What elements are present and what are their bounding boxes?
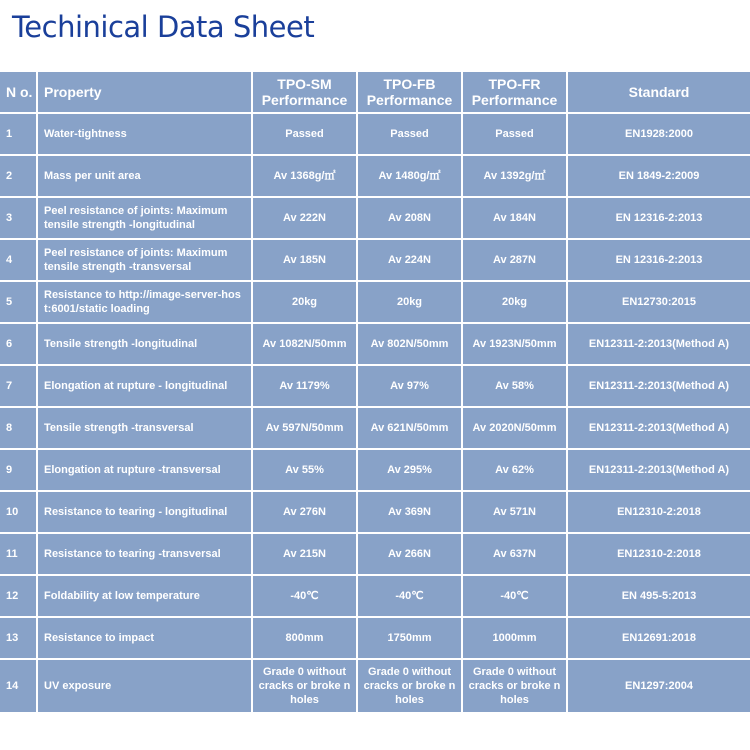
cell-standard: EN12691:2018 bbox=[568, 618, 750, 658]
cell-standard: EN 495-5:2013 bbox=[568, 576, 750, 616]
cell-no: 6 bbox=[0, 324, 36, 364]
cell-tpo-fb: 1750mm bbox=[358, 618, 461, 658]
cell-no: 13 bbox=[0, 618, 36, 658]
cell-no: 11 bbox=[0, 534, 36, 574]
cell-tpo-sm: Av 1082N/50mm bbox=[253, 324, 356, 364]
cell-tpo-fr: Grade 0 without cracks or broke n holes bbox=[463, 660, 566, 712]
technical-data-table bbox=[0, 70, 750, 714]
cell-tpo-sm: 20kg bbox=[253, 282, 356, 322]
cell-tpo-fr: Av 1923N/50mm bbox=[463, 324, 566, 364]
cell-tpo-fb: Av 295% bbox=[358, 450, 461, 490]
cell-tpo-fr: Av 287N bbox=[463, 240, 566, 280]
cell-tpo-fr: Av 571N bbox=[463, 492, 566, 532]
cell-no: 2 bbox=[0, 156, 36, 196]
cell-tpo-fr: -40℃ bbox=[463, 576, 566, 616]
cell-no: 1 bbox=[0, 114, 36, 154]
cell-property: Resistance to tearing - longitudinal bbox=[38, 492, 251, 532]
cell-no: 4 bbox=[0, 240, 36, 280]
table-row bbox=[0, 156, 750, 196]
cell-tpo-fb: Av 621N/50mm bbox=[358, 408, 461, 448]
cell-standard: EN12311-2:2013(Method A) bbox=[568, 408, 750, 448]
cell-no: 3 bbox=[0, 198, 36, 238]
cell-tpo-sm: Passed bbox=[253, 114, 356, 154]
cell-standard: EN 12316-2:2013 bbox=[568, 198, 750, 238]
cell-no: 12 bbox=[0, 576, 36, 616]
table-row bbox=[0, 492, 750, 532]
table-row bbox=[0, 198, 750, 238]
cell-tpo-fb: -40℃ bbox=[358, 576, 461, 616]
page-title: Techinical Data Sheet bbox=[12, 10, 315, 44]
cell-tpo-sm: Av 597N/50mm bbox=[253, 408, 356, 448]
cell-standard: EN1928:2000 bbox=[568, 114, 750, 154]
cell-property: Peel resistance of joints: Maximum tensile strength -longitudinal bbox=[38, 198, 251, 238]
cell-tpo-sm: Av 185N bbox=[253, 240, 356, 280]
cell-tpo-sm: Av 55% bbox=[253, 450, 356, 490]
cell-no: 8 bbox=[0, 408, 36, 448]
cell-standard: EN12310-2:2018 bbox=[568, 492, 750, 532]
table-row bbox=[0, 366, 750, 406]
cell-tpo-fr: Av 1392g/㎡ bbox=[463, 156, 566, 196]
table-row bbox=[0, 114, 750, 154]
cell-tpo-sm: Grade 0 without cracks or broke n holes bbox=[253, 660, 356, 712]
cell-no: 9 bbox=[0, 450, 36, 490]
cell-tpo-fr: Av 58% bbox=[463, 366, 566, 406]
table-row bbox=[0, 534, 750, 574]
cell-standard: EN12730:2015 bbox=[568, 282, 750, 322]
cell-standard: EN12310-2:2018 bbox=[568, 534, 750, 574]
cell-property: Resistance to impact bbox=[38, 618, 251, 658]
table-row bbox=[0, 450, 750, 490]
cell-tpo-fb: Av 266N bbox=[358, 534, 461, 574]
header-no: N o. bbox=[0, 72, 36, 112]
cell-property: Resistance to tearing -transversal bbox=[38, 534, 251, 574]
cell-property: Tensile strength -transversal bbox=[38, 408, 251, 448]
cell-standard: EN12311-2:2013(Method A) bbox=[568, 366, 750, 406]
cell-tpo-fr: Av 62% bbox=[463, 450, 566, 490]
cell-tpo-fr: 20kg bbox=[463, 282, 566, 322]
cell-no: 5 bbox=[0, 282, 36, 322]
cell-property: Water-tightness bbox=[38, 114, 251, 154]
header-tpo-fr: TPO-FR Performance bbox=[463, 72, 566, 112]
cell-tpo-fr: 1000mm bbox=[463, 618, 566, 658]
cell-tpo-sm: Av 1368g/㎡ bbox=[253, 156, 356, 196]
cell-no: 7 bbox=[0, 366, 36, 406]
cell-tpo-fb: Av 802N/50mm bbox=[358, 324, 461, 364]
cell-property: Resistance to http://image-server-host:6001/static loading bbox=[38, 282, 251, 322]
cell-tpo-fb: Av 224N bbox=[358, 240, 461, 280]
cell-property: UV exposure bbox=[38, 660, 251, 712]
table-row bbox=[0, 618, 750, 658]
header-standard: Standard bbox=[568, 72, 750, 112]
header-tpo-sm: TPO-SM Performance bbox=[253, 72, 356, 112]
cell-tpo-sm: -40℃ bbox=[253, 576, 356, 616]
cell-standard: EN12311-2:2013(Method A) bbox=[568, 324, 750, 364]
cell-tpo-sm: 800mm bbox=[253, 618, 356, 658]
cell-tpo-fb: 20kg bbox=[358, 282, 461, 322]
cell-standard: EN1297:2004 bbox=[568, 660, 750, 712]
cell-tpo-sm: Av 215N bbox=[253, 534, 356, 574]
cell-no: 14 bbox=[0, 660, 36, 712]
cell-tpo-sm: Av 1179% bbox=[253, 366, 356, 406]
table-header-row bbox=[0, 72, 750, 112]
header-property: Property bbox=[38, 72, 251, 112]
cell-tpo-fb: Av 369N bbox=[358, 492, 461, 532]
cell-tpo-fr: Av 2020N/50mm bbox=[463, 408, 566, 448]
cell-tpo-fr: Passed bbox=[463, 114, 566, 154]
cell-property: Foldability at low temperature bbox=[38, 576, 251, 616]
cell-tpo-sm: Av 276N bbox=[253, 492, 356, 532]
cell-no: 10 bbox=[0, 492, 36, 532]
cell-tpo-fb: Av 97% bbox=[358, 366, 461, 406]
cell-tpo-sm: Av 222N bbox=[253, 198, 356, 238]
cell-tpo-fb: Av 208N bbox=[358, 198, 461, 238]
table-row bbox=[0, 324, 750, 364]
header-tpo-fb: TPO-FB Performance bbox=[358, 72, 461, 112]
cell-standard: EN 12316-2:2013 bbox=[568, 240, 750, 280]
cell-standard: EN 1849-2:2009 bbox=[568, 156, 750, 196]
cell-property: Peel resistance of joints: Maximum tensile strength -transversal bbox=[38, 240, 251, 280]
table-row bbox=[0, 408, 750, 448]
cell-tpo-fb: Av 1480g/㎡ bbox=[358, 156, 461, 196]
cell-property: Mass per unit area bbox=[38, 156, 251, 196]
table-row bbox=[0, 660, 750, 712]
table-row bbox=[0, 282, 750, 322]
cell-tpo-fb: Passed bbox=[358, 114, 461, 154]
cell-standard: EN12311-2:2013(Method A) bbox=[568, 450, 750, 490]
cell-property: Tensile strength -longitudinal bbox=[38, 324, 251, 364]
cell-tpo-fb: Grade 0 without cracks or broke n holes bbox=[358, 660, 461, 712]
cell-property: Elongation at rupture - longitudinal bbox=[38, 366, 251, 406]
cell-tpo-fr: Av 637N bbox=[463, 534, 566, 574]
cell-tpo-fr: Av 184N bbox=[463, 198, 566, 238]
table-row bbox=[0, 576, 750, 616]
table-row bbox=[0, 240, 750, 280]
cell-property: Elongation at rupture -transversal bbox=[38, 450, 251, 490]
